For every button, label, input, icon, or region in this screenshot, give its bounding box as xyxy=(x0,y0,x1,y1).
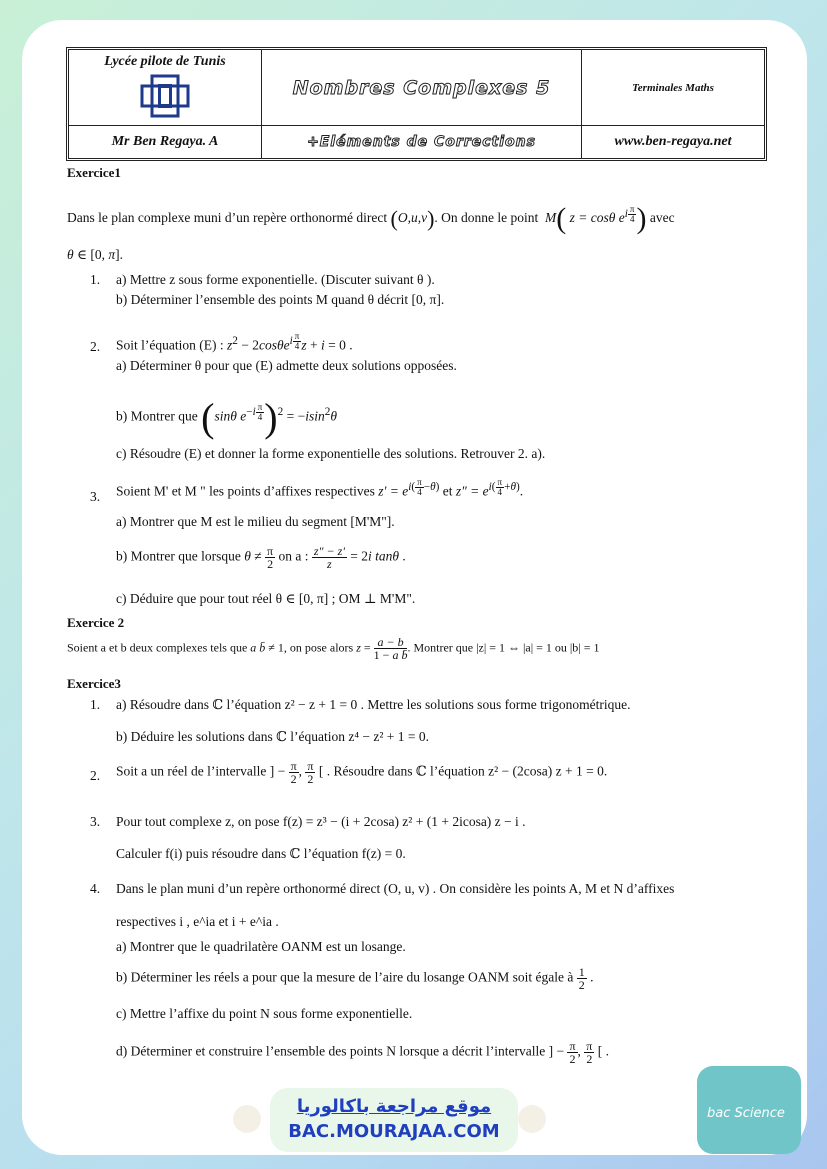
website-cell[interactable] xyxy=(582,126,764,158)
subtitle-cell xyxy=(262,126,582,158)
doc-title: Nombres Complexes 5 xyxy=(292,76,551,99)
ex3-title: Exercice3 xyxy=(67,676,121,691)
ex3-q4: Dans le plan muni d’un repère orthonormé direct (O, u, v) . On considère les points A, M et N d’affixes xyxy=(116,881,675,896)
ex3-q4-num: 4. xyxy=(90,881,101,896)
ex1-q3b: b) Montrer que lorsque θ ≠ $\frac{\pi}{2}$ on a : $\frac{z" - z'}{z}$ = 2i tanθ . xyxy=(116,544,406,571)
ex3-q4-d-text: d) Déterminer et construire l’ensemble des points N lorsque a décrit l’intervalle xyxy=(116,1043,546,1059)
ex3-q4-d: d) Déterminer et construire l’ensemble des points N lorsque a décrit l’intervalle ] − $\frac{\pi}{2}$ , $\frac{\pi}{2}$ [ . xyxy=(116,1039,609,1066)
ex3-q1-num: 1. xyxy=(90,697,101,712)
school-logo-icon xyxy=(140,74,190,118)
teacher-cell xyxy=(69,126,262,158)
ex1-intro: Dans le plan complexe muni d’un repère orthonormé direct (O,u,v). On donne le point M( z = cosθ $e^{i \frac{\pi}{4}}$ ) avec xyxy=(67,202,675,235)
ex3-q4-c: c) Mettre l’affixe du point N sous forme exponentielle. xyxy=(116,1006,413,1021)
ex1-intro-point: . On donne le point xyxy=(434,210,539,226)
ex3-q3b: Calculer f(i) puis résoudre dans ℂ l’équation f(z) = 0. xyxy=(116,846,406,861)
ex3-q4b: respectives i , e^ia et i + e^ia . xyxy=(116,914,279,929)
school-cell xyxy=(69,50,262,126)
badge-label: bac Science xyxy=(707,1106,785,1121)
doc-subtitle: +Eléments de Corrections xyxy=(307,134,536,150)
header-table xyxy=(66,47,767,161)
footer-logo-right-icon xyxy=(518,1105,546,1133)
ex1-q2c: c) Résoudre (E) et donner la forme exponentielle des solutions. Retrouver 2. a). xyxy=(116,446,546,461)
website-link[interactable]: www.ben-regaya.net xyxy=(614,134,732,149)
ex1-q3a: a) Montrer que M est le milieu du segment [M'M"]. xyxy=(116,514,395,529)
ex1-q2-num: 2. xyxy=(90,339,101,354)
ex1-intro-text: Dans le plan complexe muni d’un repère orthonormé direct xyxy=(67,210,388,226)
ex1-q3-text: Soient M' et M " les points d’affixes respectives xyxy=(116,483,375,499)
footer-logo-left-icon xyxy=(233,1105,261,1133)
level-label: Terminales Maths xyxy=(632,81,714,94)
ex3-q2-num: 2. xyxy=(90,768,101,783)
ex1-q2b: b) Montrer que (sinθ $e^{-i \frac{\pi}{4}}$ )$^2$ = −isin$^2$θ xyxy=(116,395,337,440)
ex1-q2b-text: b) Montrer que xyxy=(116,408,198,424)
ex1-q1b: b) Déterminer l’ensemble des points M quand θ décrit [0, π]. xyxy=(116,292,445,307)
teacher-name: Mr Ben Regaya. A xyxy=(111,134,219,149)
ex1-q3c: c) Déduire que pour tout réel θ ∈ [0, π] ; OM ⊥ M'M". xyxy=(116,591,416,606)
ex2-text-b: , on pose alors xyxy=(283,640,354,655)
ex3-q4-b: b) Déterminer les réels a pour que la mesure de l’aire du losange OANM soit égale à $\frac{1}{2}$ . xyxy=(116,965,594,992)
ex1-q3-num: 3. xyxy=(90,489,101,504)
footer-site[interactable]: BAC.MOURAJAA.COM xyxy=(288,1121,500,1142)
ex1-q2-text: Soit l’équation (E) : xyxy=(116,337,224,353)
ex2-title: Exercice 2 xyxy=(67,615,125,630)
level-cell xyxy=(582,50,764,126)
ex1-q2a: a) Déterminer θ pour que (E) admette deux solutions opposées. xyxy=(116,358,457,373)
title-cell xyxy=(262,50,582,126)
bac-science-badge xyxy=(697,1066,801,1154)
ex3-q3: Pour tout complexe z, on pose f(z) = z³ − (i + 2cosa) z² + (1 + 2icosa) z − i . xyxy=(116,814,526,829)
ex3-q2-eq: . Résoudre dans ℂ l’équation z² − (2cosa) z + 1 = 0. xyxy=(326,763,608,779)
ex3-q2: Soit a un réel de l’intervalle ] − $\frac{\pi}{2}$ , $\frac{\pi}{2}$ [ . Résoudre dans ℂ l’équation z² − (2cosa) z + 1 = 0. xyxy=(116,759,608,786)
ex3-q4-a: a) Montrer que le quadrilatère OANM est un losange. xyxy=(116,939,406,954)
ex1-title: Exercice1 xyxy=(67,165,121,180)
ex1-q3b-on-a: on a : xyxy=(278,548,309,564)
ex3-q3-num: 3. xyxy=(90,814,101,829)
ex1-q3b-text: b) Montrer que lorsque xyxy=(116,548,241,564)
ex2-text-c: . Montrer que |z| = 1 ⇔ |a| = 1 ou |b| = 1 xyxy=(407,640,600,655)
ex3-q2-text: Soit a un réel de l’intervalle xyxy=(116,763,267,779)
ex2-text-a: Soient a et b deux complexes tels que xyxy=(67,640,248,655)
ex1-theta-range: θ ∈ [0, π]. xyxy=(67,247,124,262)
ex1-q1a: a) Mettre z sous forme exponentielle. (Discuter suivant θ ). xyxy=(116,272,435,287)
ex1-q2: Soit l’équation (E) : $z^2 - 2\cos\theta e^{i \frac{\pi}{4}}$ z + i = 0 . xyxy=(116,331,353,353)
footer-banner[interactable] xyxy=(270,1088,518,1152)
school-name: Lycée pilote de Tunis xyxy=(104,54,226,69)
ex3-q1b: b) Déduire les solutions dans ℂ l’équation z⁴ − z² + 1 = 0. xyxy=(116,729,430,744)
ex1-q3: Soient M' et M " les points d’affixes respectives $z' = e^{i( \frac{\pi}{4} -\theta)}$ et z" = $e^{i( \frac{\pi}{4} +\theta)}$. xyxy=(116,477,524,499)
ex3-q4-b-text: b) Déterminer les réels a pour que la mesure de l’aire du losange OANM soit égale à xyxy=(116,969,574,985)
ex3-q1a: a) Résoudre dans ℂ l’équation z² − z + 1 = 0 . Mettre les solutions sous forme trigonométrique. xyxy=(116,697,631,712)
ex1-q1-num: 1. xyxy=(90,272,101,287)
ex2-text: Soient a et b deux complexes tels que a b̄ ≠ 1, on pose alors z = $\frac{a - b}{\text{1 − a b̄}}$ . Montrer que |z| = 1 ⇔ |a| = 1 ou |b| = 1 xyxy=(67,635,600,662)
ex1-intro-avec: avec xyxy=(649,210,675,226)
footer-arabic[interactable]: موقع مراجعة باكالوريا xyxy=(296,1096,492,1117)
